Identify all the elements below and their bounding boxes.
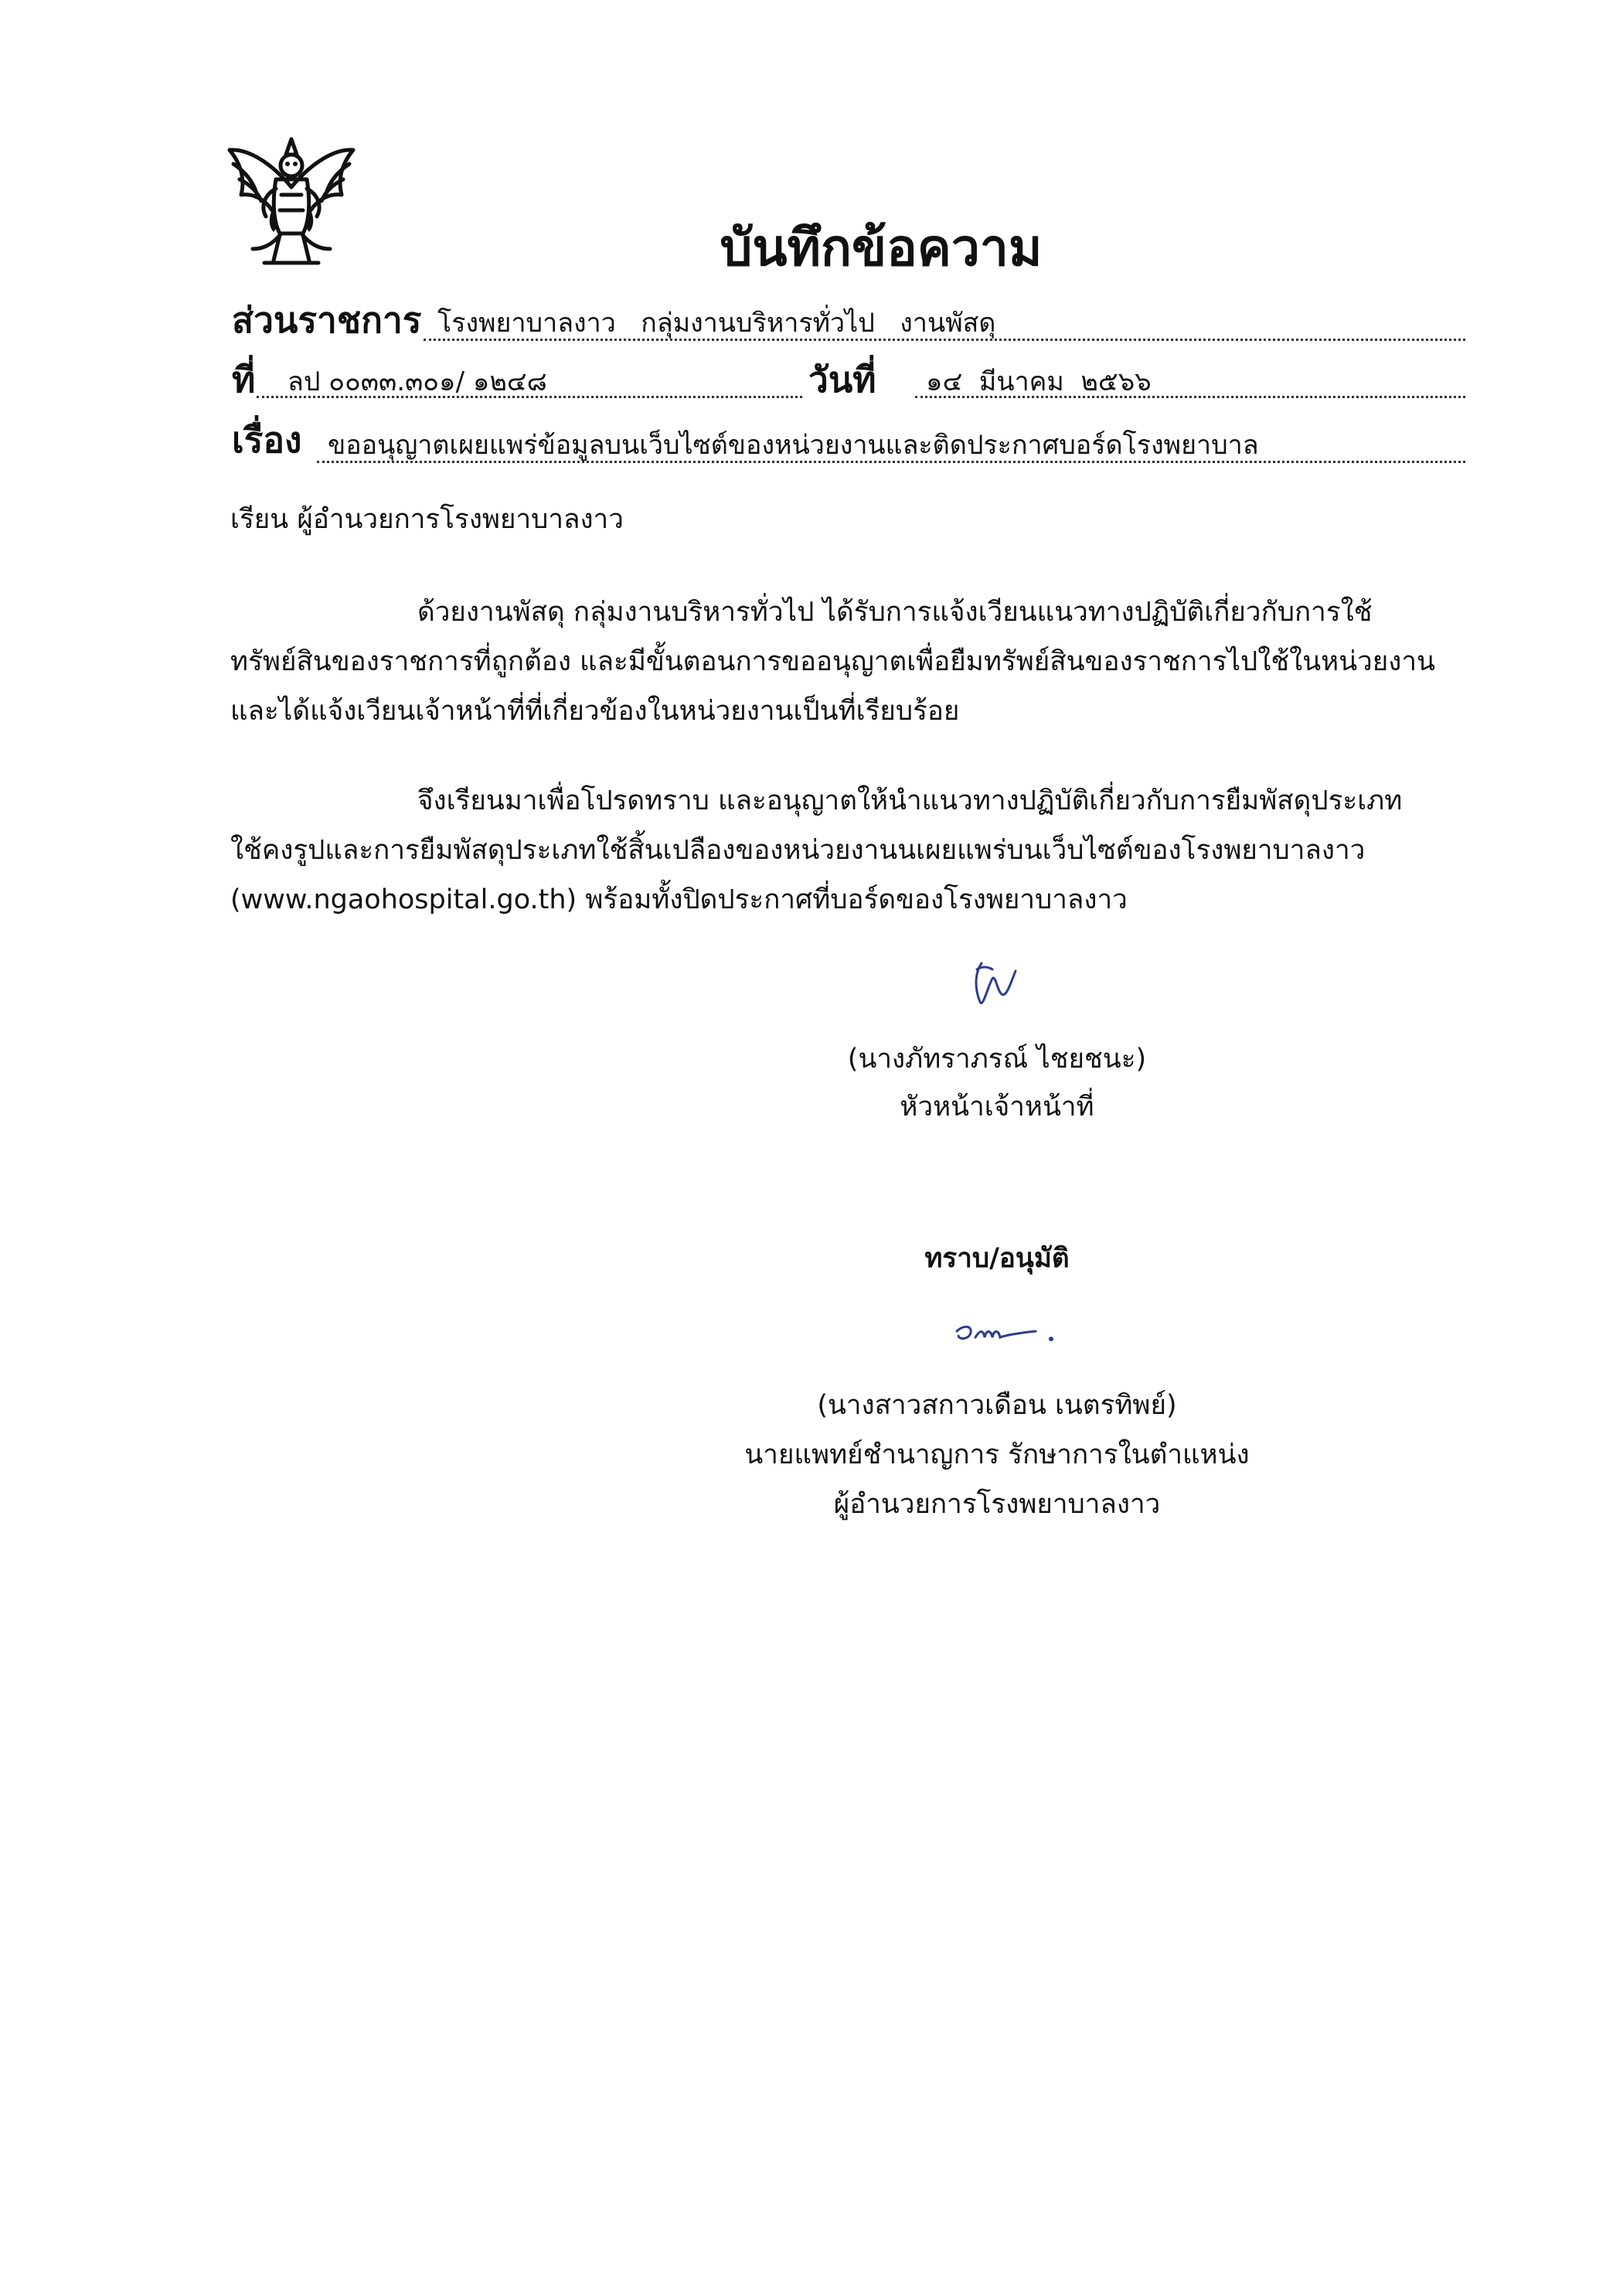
signer2-name: (นางสาวสกาวเดือน เนตรทิพย์) (817, 1390, 1177, 1421)
subject-label: เรื่อง (232, 419, 302, 461)
memo-title: บันทึกข้อความ (720, 218, 1043, 278)
subject-value: ขออนุญาตเผยแพร่ข้อมูลบนเว็บไซต์ของหน่วยงานและติดประกาศบอร์ดโรงพยาบาล (328, 430, 1259, 461)
date-value: ๑๔ มีนาคม ๒๕๖๖ (926, 366, 1152, 397)
garuda-emblem-icon (218, 133, 365, 272)
reference-row (232, 352, 255, 408)
subject-row (232, 412, 302, 468)
paragraph1-line1: ด้วยงานพัสดุ กลุ่มงานบริหารทั่วไป ได้รับการแจ้งเวียนแนวทางปฏิบัติเกี่ยวกับการใช้ (417, 597, 1373, 628)
approval-text: ทราบ/อนุมัติ (924, 1243, 1070, 1274)
signer1-position: หัวหน้าเจ้าหน้าที่ (900, 1092, 1094, 1122)
signature-1 (958, 956, 1028, 1017)
department-row (232, 292, 422, 349)
reference-label: ที่ (232, 359, 256, 400)
paragraph1-line2: ทรัพย์สินของราชการที่ถูกต้อง และมีขั้นตอนการขออนุญาตเพื่อยืมทรัพย์สินของราชการไปใช้ในหน่วยงาน (230, 646, 1435, 677)
paragraph2-line3: (www.ngaohospital.go.th) พร้อมทั้งปิดประกาศที่บอร์ดของโรงพยาบาลงาว (230, 884, 1128, 915)
date-row (808, 352, 876, 408)
signature-2 (949, 1316, 1065, 1354)
signer1-name: (นางภัทราภรณ์ ไชยชนะ) (847, 1044, 1147, 1075)
date-label: วันที่ (808, 359, 876, 400)
signer2-position-line1: นายแพทย์ชำนาญการ รักษาการในตำแหน่ง (744, 1439, 1250, 1470)
reference-value: ลป ๐๐๓๓.๓๐๑/ ๑๒๔๘ (288, 366, 547, 397)
paragraph1-line3: และได้แจ้งเวียนเจ้าหน้าที่ที่เกี่ยวข้องในหน่วยงานเป็นที่เรียบร้อย (230, 696, 960, 727)
department-value: โรงพยาบาลงาว กลุ่มงานบริหารทั่วไป งานพัสดุ (437, 308, 996, 339)
paragraph2-line2: ใช้คงรูปและการยืมพัสดุประเภทใช้สิ้นเปลืองของหน่วยงานนเผยแพร่บนเว็บไซต์ของโรงพยาบาลงาว (230, 835, 1366, 866)
salutation: เรียน ผู้อำนวยการโรงพยาบาลงาว (230, 504, 624, 535)
department-label: ส่วนราชการ (232, 299, 422, 341)
signer2-position-line2: ผู้อำนวยการโรงพยาบาลงาว (833, 1489, 1161, 1520)
paragraph2-line1: จึงเรียนมาเพื่อโปรดทราบ และอนุญาตให้นำแนวทางปฏิบัติเกี่ยวกับการยืมพัสดุประเภท (417, 785, 1403, 816)
